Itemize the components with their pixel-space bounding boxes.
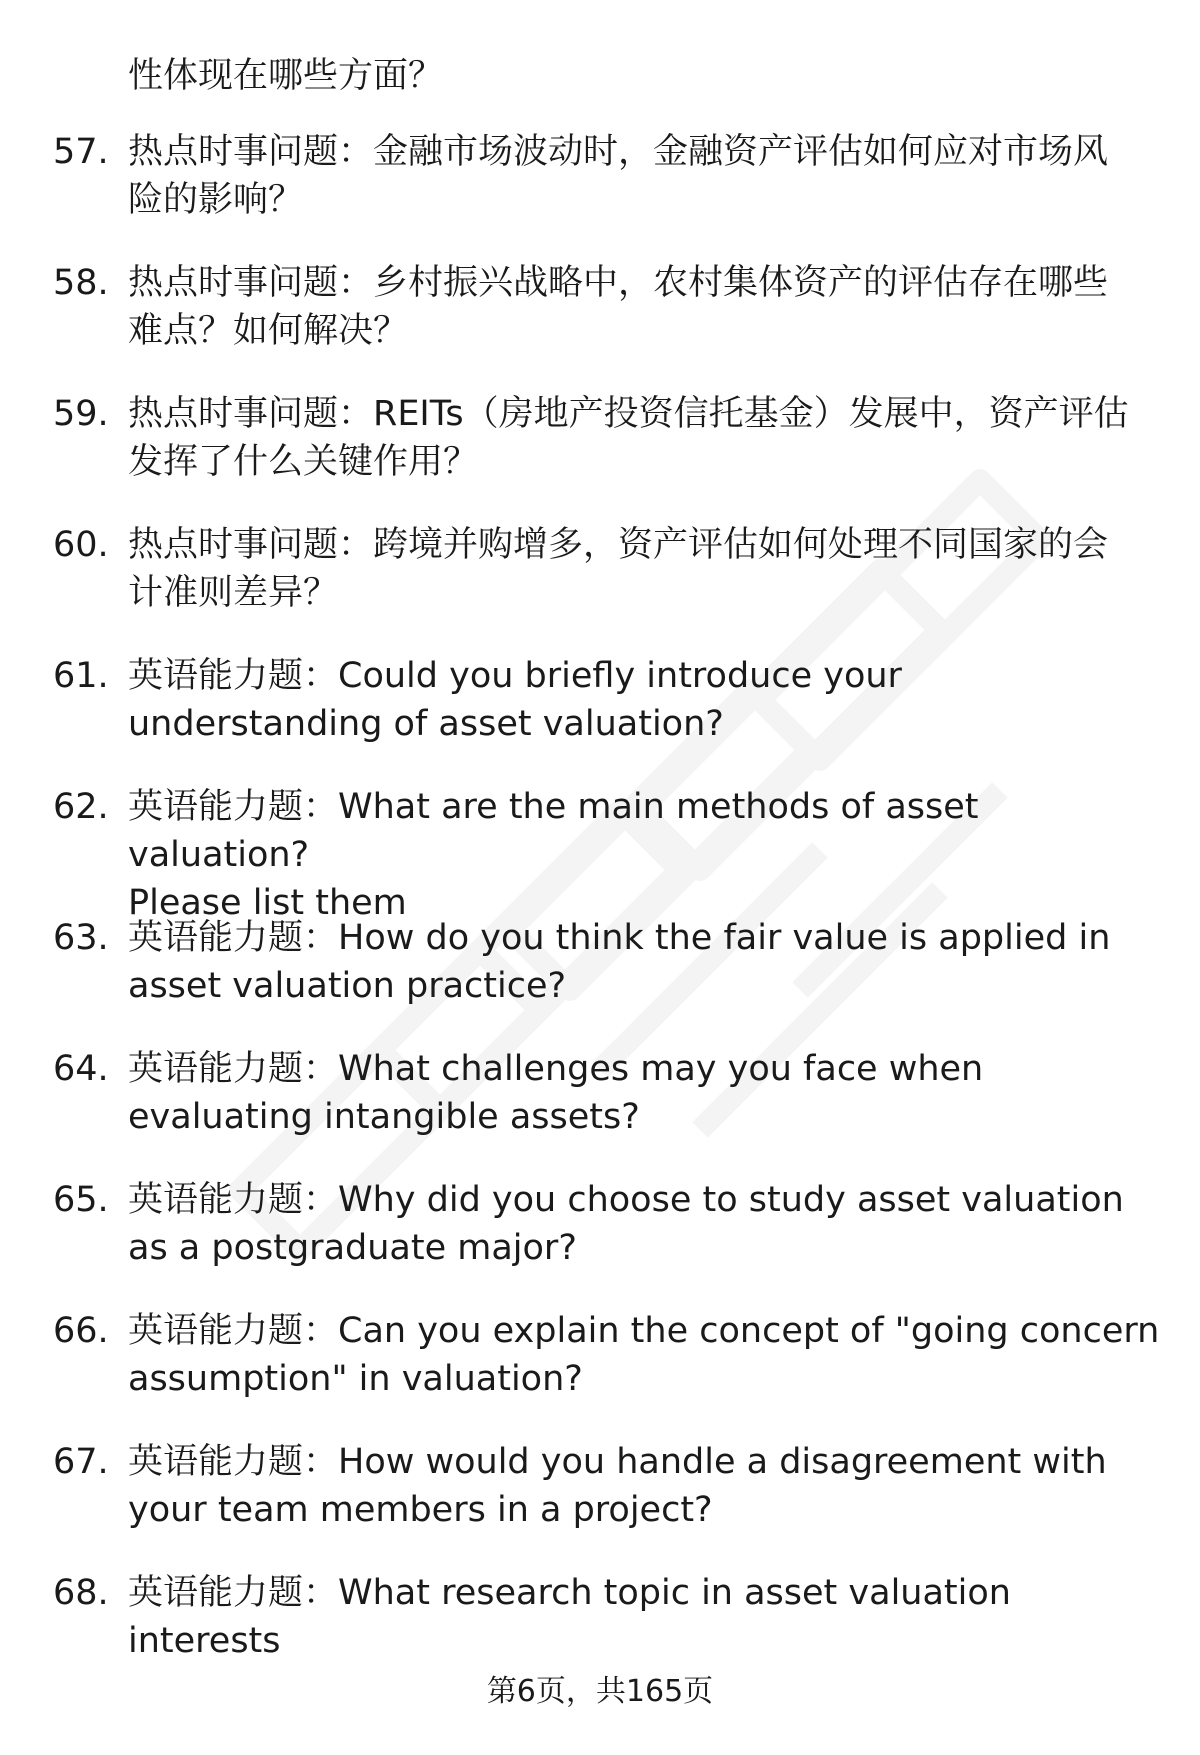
item-text: 热点时事问题：金融市场波动时，金融资产评估如何应对市场风 险的影响？ <box>128 132 1109 220</box>
item-text: 英语能力题：Why did you choose to study asset valuation as a postgraduate major? <box>128 1180 1124 1268</box>
item-number: 59. <box>53 394 109 434</box>
item-number: 64. <box>53 1049 109 1089</box>
item-text: 英语能力题：What are the main methods of asset valuation? Please list them <box>128 787 979 923</box>
item-text: 英语能力题：Could you briefly introduce your understanding of asset valuation? <box>128 656 902 744</box>
item-number: 57. <box>53 132 109 172</box>
item-number: 67. <box>53 1442 109 1482</box>
item-number: 63. <box>53 918 109 958</box>
item-text: 热点时事问题：REITs（房地产投资信托基金）发展中，资产评估 发挥了什么关键作用？ <box>128 394 1129 482</box>
item-text: 英语能力题：How would you handle a disagreement with your team members in a project? <box>128 1442 1107 1530</box>
page-footer: 第6页，共165页 <box>486 1674 714 1709</box>
item-text: 英语能力题：Can you explain the concept of "going concern assumption" in valuation? <box>128 1311 1160 1399</box>
item-text: 英语能力题：What challenges may you face when evaluating intangible assets? <box>128 1049 984 1137</box>
item-text: 性体现在哪些方面？ <box>128 56 444 96</box>
item-text: 英语能力题：What research topic in asset valuation interests <box>128 1573 1011 1661</box>
item-number: 66. <box>53 1311 109 1351</box>
item-number: 60. <box>53 525 109 565</box>
item-number: 61. <box>53 656 109 696</box>
item-number: 62. <box>53 787 109 827</box>
item-number: 58. <box>53 263 109 303</box>
item-text: 英语能力题：How do you think the fair value is applied in asset valuation practice? <box>128 918 1111 1006</box>
item-number: 68. <box>53 1573 109 1613</box>
item-text: 热点时事问题：跨境并购增多，资产评估如何处理不同国家的会 计准则差异？ <box>128 525 1109 613</box>
item-text: 热点时事问题：乡村振兴战略中，农村集体资产的评估存在哪些 难点？如何解决？ <box>128 263 1109 351</box>
item-number: 65. <box>53 1180 109 1220</box>
